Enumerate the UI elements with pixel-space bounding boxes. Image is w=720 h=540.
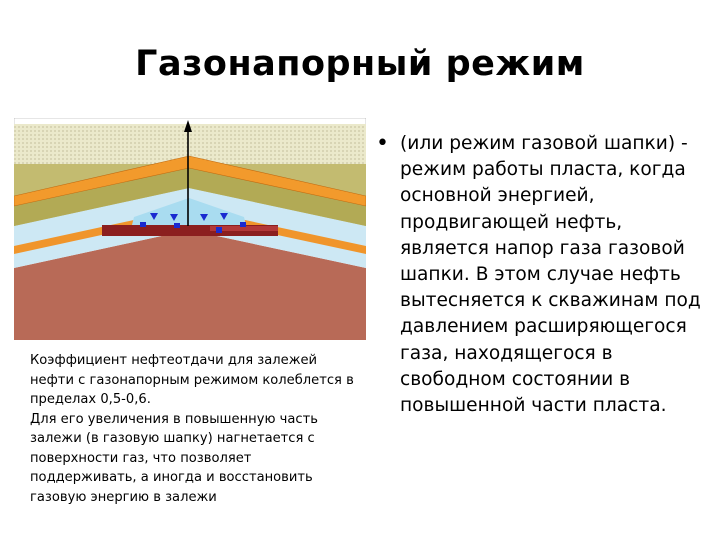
caption-paragraph-2: Для его увеличения в повышенную часть залежи (в газовую шапку) нагнетается с поверхности газ, что позволяет поддерживать, а иногда и восстановить газовую энергию в залежи [30,411,318,505]
caption-paragraph-1: Коэффициент нефтеотдачи для залежей нефти с газонапорным режимом колеблется в пределах 0,5-0,6. [30,353,354,407]
gas-cap-reservoir-diagram [14,118,366,340]
caption-note [30,351,360,507]
slide-title: Газонапорный режим [135,44,585,84]
bullet-text: (или режим газовой шапки) - режим работы пласта, когда основной энергией, продвигающей нефть, является напор газа газовой шапки. В этом случае нефть вытесняется к скважинам под давлением расширяющегося газа, находящегося в свободном состоянии в повышенной части пласта. [400,133,701,417]
bullet-dot: • [376,131,389,156]
